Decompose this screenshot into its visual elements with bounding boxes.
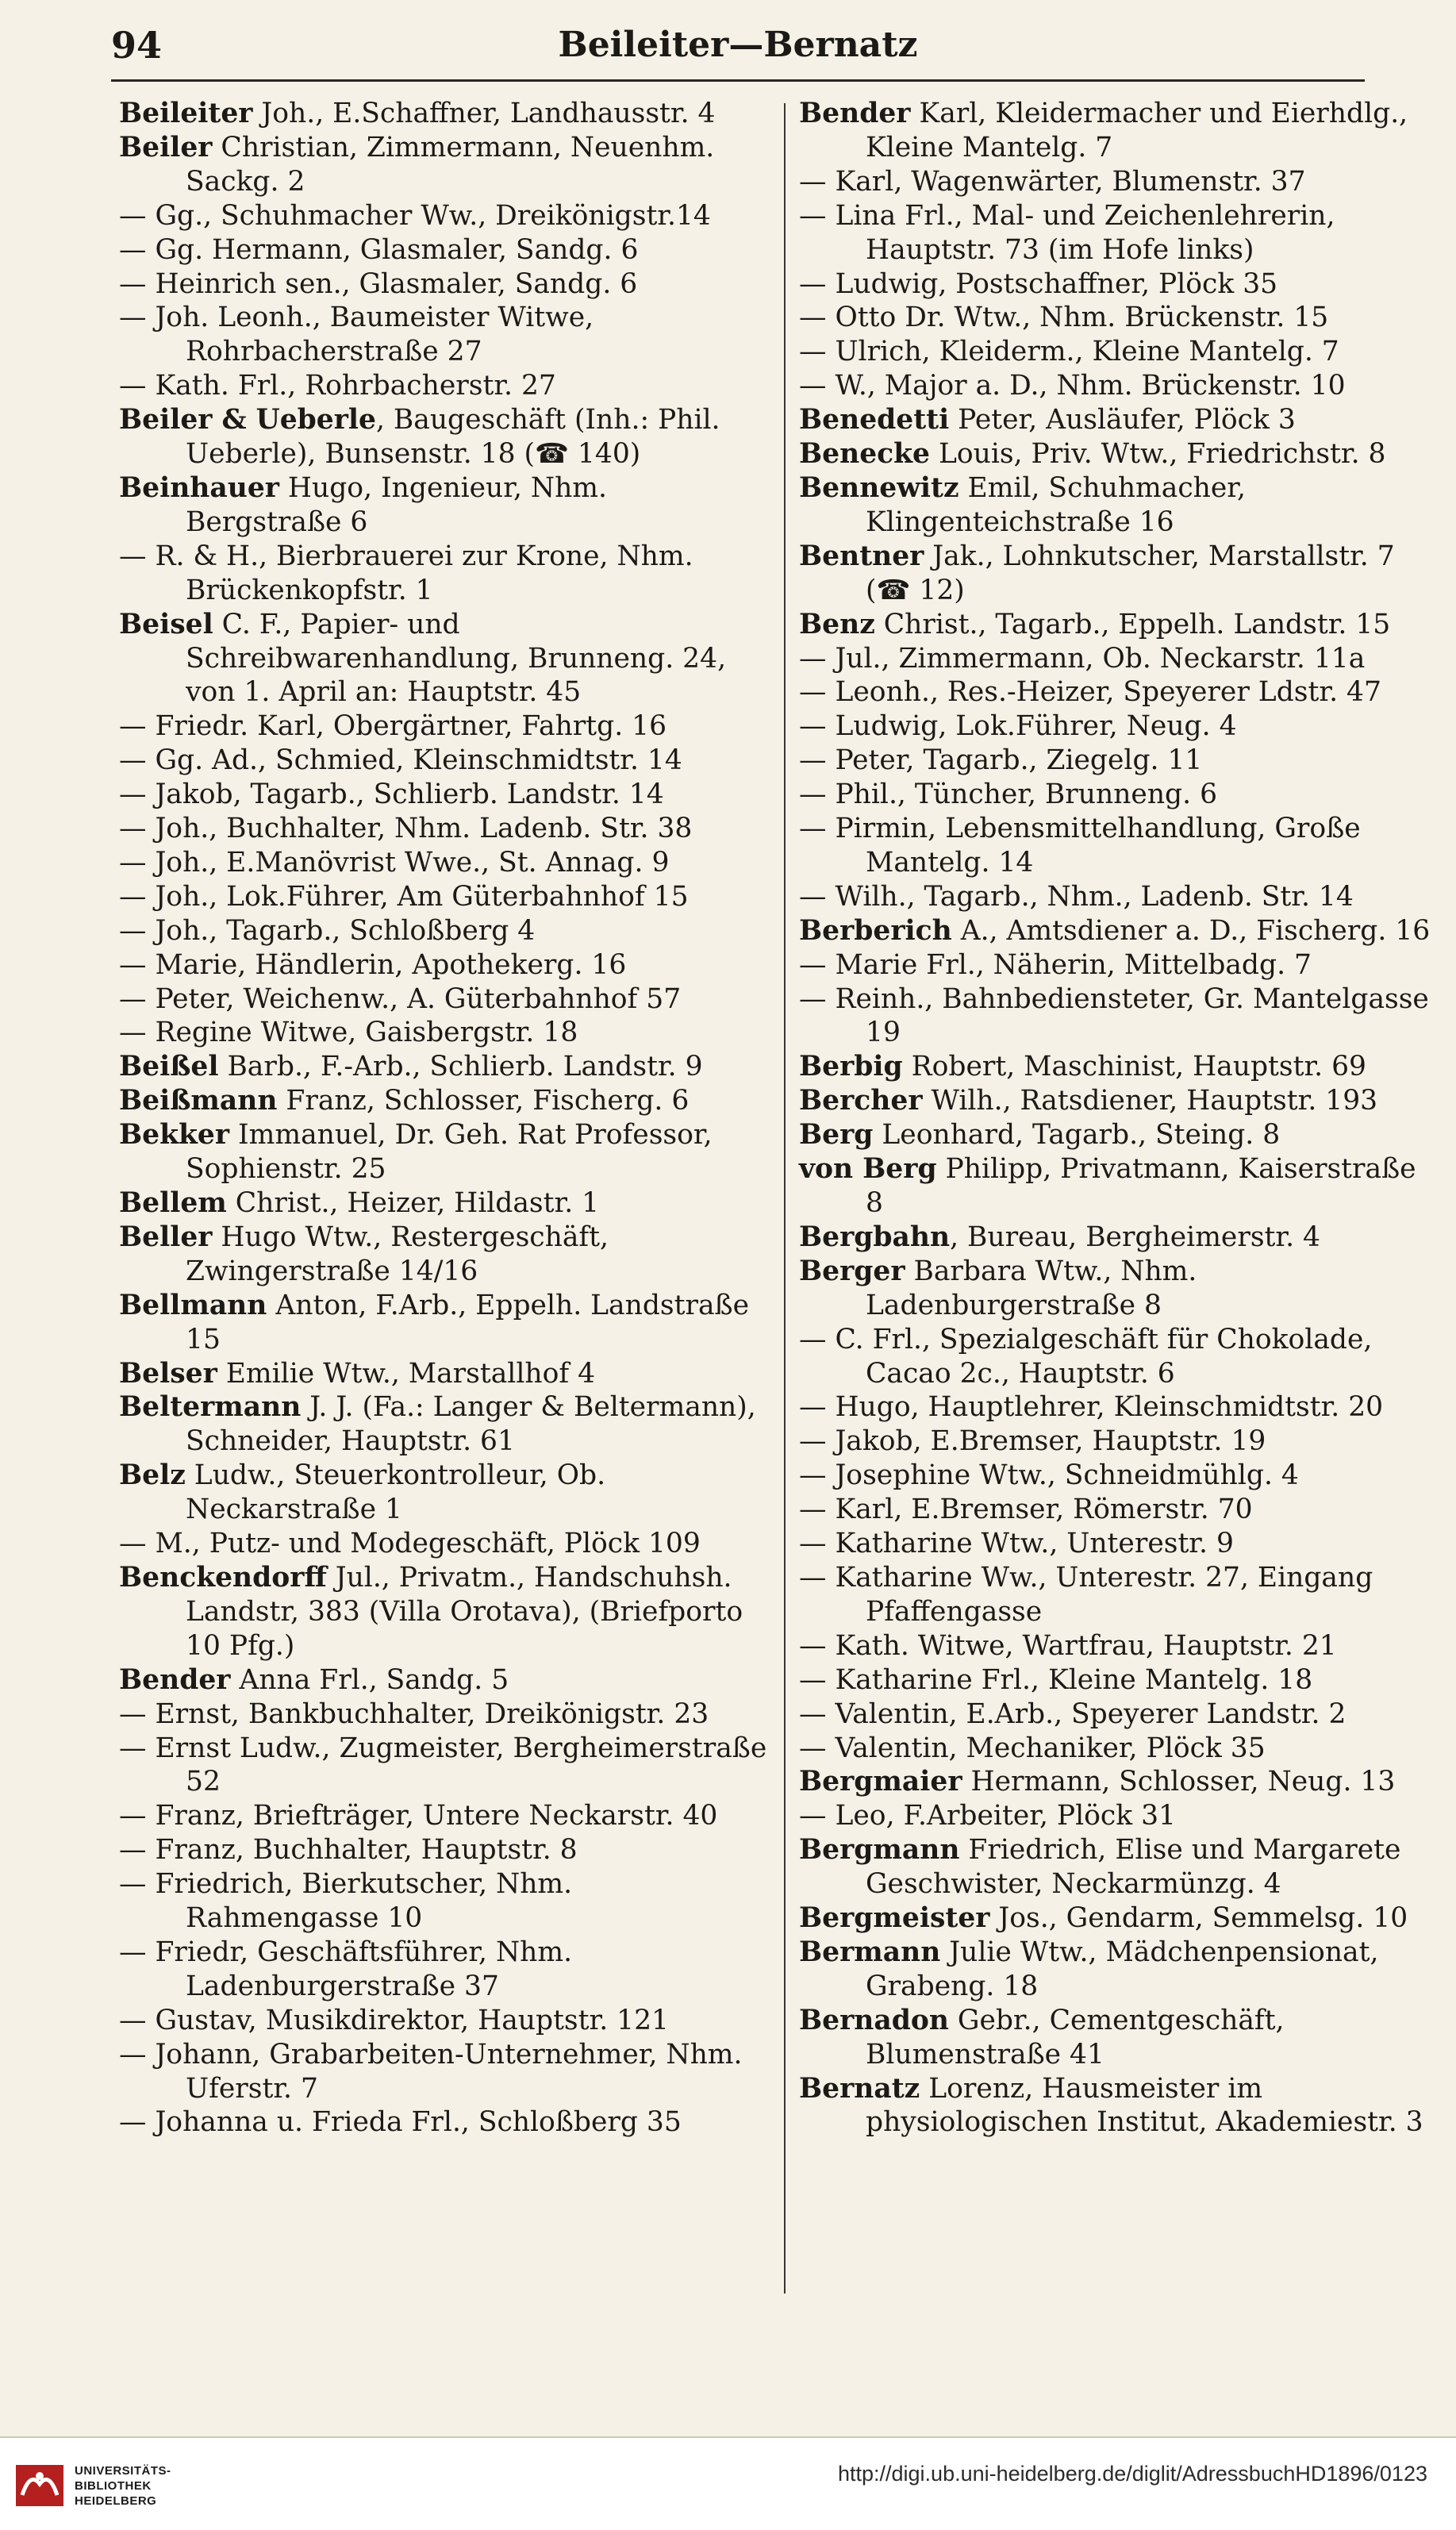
entry-surname: von Berg	[799, 1153, 937, 1186]
directory-entry	[799, 1527, 1442, 1561]
entry-details: — Karl, E.Bremser, Römerstr. 70	[799, 1494, 1253, 1526]
entry-details: , Bureau, Bergheimerstr. 4	[950, 1221, 1320, 1253]
directory-entry	[799, 471, 1442, 540]
entry-details: Immanuel, Dr. Geh. Rat Professor, Sophienstr. 25	[186, 1119, 713, 1186]
directory-entry	[119, 778, 770, 812]
directory-entry	[799, 1936, 1442, 2004]
entry-details: Peter, Ausläufer, Plöck 3	[949, 404, 1296, 436]
entry-surname: Belser	[119, 1357, 217, 1390]
entry-details: — Wilh., Tagarb., Nhm., Ladenb. Str. 14	[799, 880, 1354, 913]
entry-surname: Bennewitz	[799, 471, 959, 504]
entry-details: — Katharine Frl., Kleine Mantelg. 18	[799, 1663, 1313, 1696]
entry-details: Hugo Wtw., Restergeschäft, Zwingerstraße 14/16	[186, 1221, 609, 1287]
source-url-link[interactable]: http://digi.ub.uni-heidelberg.de/diglit/AdressbuchHD1896/0123	[837, 2462, 1427, 2486]
library-logo	[14, 2460, 189, 2516]
entry-details: — Joh., E.Manövrist Wwe., St. Annag. 9	[119, 846, 670, 879]
entry-surname: Beißel	[119, 1051, 219, 1083]
footer-bar	[0, 2438, 1456, 2530]
directory-entry	[119, 982, 770, 1017]
directory-entry	[119, 1459, 770, 1527]
directory-entry	[119, 1663, 770, 1698]
entry-details: — Karl, Wagenwärter, Blumenstr. 37	[799, 165, 1306, 198]
entry-details: — Ernst Ludw., Zugmeister, Bergheimerstraße 52	[119, 1732, 767, 1798]
entry-details: — Pirmin, Lebensmittelhandlung, Große Mantelg. 14	[799, 813, 1361, 879]
directory-entry	[799, 1255, 1442, 1323]
entry-details: Christ., Heizer, Hildastr. 1	[226, 1187, 600, 1219]
directory-entry	[799, 1663, 1442, 1698]
entry-surname: Beller	[119, 1221, 213, 1253]
right-column	[799, 97, 1442, 2140]
entry-details: — Gg. Ad., Schmied, Kleinschmidtstr. 14	[119, 744, 682, 777]
entry-surname: Bernatz	[799, 2072, 920, 2105]
directory-entry	[119, 97, 770, 131]
entry-details: Leonhard, Tagarb., Steing. 8	[873, 1119, 1281, 1152]
directory-entry	[799, 1799, 1442, 1833]
entry-details: — Reinh., Bahnbediensteter, Gr. Mantelgasse 19	[799, 982, 1429, 1049]
entry-details: Ludw., Steuerkontrolleur, Ob. Neckarstraße 1	[185, 1459, 606, 1526]
logo-line-1: UNIVERSITÄTS-	[75, 2464, 171, 2478]
directory-entry	[119, 880, 770, 914]
directory-entry	[119, 914, 770, 948]
entry-details: Lorenz, Hausmeister im physiologischen Institut, Akademiestr. 3	[866, 2072, 1423, 2139]
entry-surname: Beißmann	[119, 1085, 278, 1117]
entry-details: — C. Frl., Spezialgeschäft für Chokolade, Cacao 2c., Hauptstr. 6	[799, 1323, 1373, 1390]
entry-details: Emilie Wtw., Marstallhof 4	[217, 1357, 596, 1390]
entry-details: Hugo, Ingenieur, Nhm. Bergstraße 6	[186, 471, 607, 538]
directory-entry	[119, 1527, 770, 1561]
directory-entry	[799, 2004, 1442, 2072]
directory-entry	[799, 1152, 1442, 1221]
entry-details: — Jakob, E.Bremser, Hauptstr. 19	[799, 1425, 1266, 1458]
entry-surname: Bergmann	[799, 1834, 960, 1867]
entry-details: Emil, Schuhmacher, Klingenteichstraße 16	[866, 471, 1246, 538]
entry-details: — Phil., Tüncher, Brunneng. 6	[799, 779, 1218, 811]
directory-entry	[799, 982, 1442, 1051]
page-number: 94	[111, 24, 163, 67]
directory-entry	[799, 642, 1442, 676]
entry-details: — Marie, Händlerin, Apothekerg. 16	[119, 948, 627, 981]
entry-surname: Benecke	[799, 438, 931, 471]
entry-details: — M., Putz- und Modegeschäft, Plöck 109	[119, 1528, 701, 1560]
entry-details: — Jakob, Tagarb., Schlierb. Landstr. 14	[119, 779, 664, 811]
directory-entry	[799, 1084, 1442, 1118]
entry-details: C. F., Papier- und Schreibwarenhandlung, Brunneng. 24, von 1. April an: Hauptstr. 45	[186, 608, 727, 709]
left-column	[119, 97, 770, 2140]
directory-entry	[799, 880, 1442, 914]
entry-details: — Valentin, E.Arb., Speyerer Landstr. 2	[799, 1698, 1347, 1730]
entry-surname: Berberich	[799, 914, 952, 947]
directory-entry	[119, 1289, 770, 1357]
entry-details: — W., Major a. D., Nhm. Brückenstr. 10	[799, 370, 1346, 402]
directory-entry	[799, 914, 1442, 948]
directory-entry	[119, 812, 770, 846]
entry-details: — Valentin, Mechaniker, Plöck 35	[799, 1732, 1266, 1764]
directory-entry	[119, 1732, 770, 1800]
directory-entry	[799, 1323, 1442, 1391]
entry-details: Friedrich, Elise und Margarete Geschwister, Neckarmünzg. 4	[866, 1834, 1401, 1901]
entry-details: — Heinrich sen., Glasmaler, Sandg. 6	[119, 267, 638, 300]
directory-entry	[119, 540, 770, 608]
directory-entry	[799, 1901, 1442, 1936]
logo-line-3: HEIDELBERG	[75, 2494, 157, 2508]
directory-entry	[119, 1936, 770, 2004]
entry-details: — Ludwig, Postschaffner, Plöck 35	[799, 267, 1278, 300]
directory-entry	[119, 744, 770, 778]
directory-entry	[799, 1765, 1442, 1799]
directory-entry	[799, 778, 1442, 812]
running-title: Beileiter—Bernatz	[558, 25, 918, 65]
directory-entry	[799, 97, 1442, 165]
entry-details: — Lina Frl., Mal- und Zeichenlehrerin, Hauptstr. 73 (im Hofe links)	[799, 199, 1335, 266]
directory-entry	[119, 1357, 770, 1391]
column-divider	[784, 103, 786, 2294]
directory-entry	[119, 471, 770, 540]
entry-details: Barb., F.-Arb., Schlierb. Landstr. 9	[218, 1051, 703, 1083]
entry-surname: Beisel	[119, 608, 213, 640]
entry-surname: Bergbahn	[799, 1221, 951, 1253]
entry-details: — Leonh., Res.-Heizer, Speyerer Ldstr. 47	[799, 676, 1381, 709]
entry-surname: Bergmaier	[799, 1766, 962, 1798]
directory-entry	[799, 199, 1442, 267]
directory-entry	[799, 403, 1442, 437]
entry-details: A., Amtsdiener a. D., Fischerg. 16	[951, 914, 1431, 947]
directory-entry	[119, 403, 770, 471]
entry-details: — Otto Dr. Wtw., Nhm. Brückenstr. 15	[799, 302, 1329, 334]
entry-details: — Franz, Briefträger, Untere Neckarstr. 40	[119, 1800, 718, 1832]
directory-entry	[119, 948, 770, 982]
entry-details: — Josephine Wtw., Schneidmühlg. 4	[799, 1459, 1299, 1492]
entry-surname: Berg	[799, 1119, 874, 1152]
entry-details: — Jul., Zimmermann, Ob. Neckarstr. 11a	[799, 642, 1366, 675]
entry-surname: Beileiter	[119, 98, 253, 129]
entry-details: — Joh. Leonh., Baumeister Witwe, Rohrbacherstraße 27	[119, 302, 594, 368]
entry-surname: Benedetti	[799, 404, 950, 436]
entry-details: — Johanna u. Frieda Frl., Schloßberg 35	[119, 2106, 682, 2139]
entry-details: Anna Frl., Sandg. 5	[230, 1663, 509, 1696]
directory-entry	[119, 301, 770, 369]
directory-entry	[119, 1698, 770, 1732]
directory-entry	[119, 1084, 770, 1118]
directory-entry	[119, 369, 770, 403]
entry-details: Karl, Kleidermacher und Eierhdlg., Kleine Mantelg. 7	[866, 98, 1408, 163]
directory-entry	[119, 1833, 770, 1867]
entry-surname: Bekker	[119, 1119, 230, 1152]
directory-entry	[799, 948, 1442, 982]
entry-details: Barbara Wtw., Nhm. Ladenburgerstraße 8	[866, 1255, 1197, 1321]
directory-entry	[799, 744, 1442, 778]
entry-details: Hermann, Schlosser, Neug. 13	[962, 1766, 1396, 1798]
directory-entry	[119, 709, 770, 744]
directory-entry	[799, 812, 1442, 880]
entry-details: — Ulrich, Kleiderm., Kleine Mantelg. 7	[799, 336, 1339, 368]
directory-entry	[119, 1221, 770, 1289]
entry-surname: Belz	[119, 1459, 186, 1492]
directory-entry	[119, 1390, 770, 1459]
directory-entry	[799, 1493, 1442, 1527]
entry-details: Franz, Schlosser, Fischerg. 6	[277, 1085, 690, 1117]
entry-details: — Katharine Ww., Unterestr. 27, Eingang Pfaffengasse	[799, 1561, 1373, 1628]
directory-entry	[799, 1050, 1442, 1084]
entry-surname: Bender	[119, 1663, 231, 1696]
entry-surname: Bellem	[119, 1187, 227, 1219]
directory-entry	[119, 2004, 770, 2038]
entry-surname: Bercher	[799, 1085, 923, 1117]
entry-details: — Ernst, Bankbuchhalter, Dreikönigstr. 23	[119, 1698, 709, 1730]
entry-details: Wilh., Ratsdiener, Hauptstr. 193	[922, 1085, 1378, 1117]
entry-details: Christ., Tagarb., Eppelh. Landstr. 15	[874, 608, 1391, 640]
entry-details: Robert, Maschinist, Hauptstr. 69	[902, 1051, 1367, 1083]
entry-details: — Franz, Buchhalter, Hauptstr. 8	[119, 1834, 578, 1867]
directory-entry	[799, 2072, 1442, 2140]
directory-entry	[799, 267, 1442, 302]
entry-surname: Bentner	[799, 540, 924, 572]
entry-details: Julie Wtw., Mädchenpensionat, Grabeng. 18	[866, 1936, 1379, 2002]
library-seal-icon	[14, 2460, 65, 2511]
directory-entry	[119, 846, 770, 880]
directory-entry	[119, 2038, 770, 2106]
entry-details: — Joh., Lok.Führer, Am Güterbahnhof 15	[119, 880, 689, 913]
entry-details: — Leo, F.Arbeiter, Plöck 31	[799, 1800, 1176, 1832]
entry-details: — Joh., Tagarb., Schloßberg 4	[119, 914, 536, 947]
entry-details: — Kath. Frl., Rohrbacherstr. 27	[119, 370, 556, 402]
directory-entry	[799, 1629, 1442, 1663]
directory-entry	[119, 1118, 770, 1186]
entry-details: — Friedr, Geschäftsführer, Nhm. Ladenburgerstraße 37	[119, 1936, 573, 2002]
entry-surname: Bernadon	[799, 2004, 949, 2036]
entry-details: Christian, Zimmermann, Neuenhm. Sackg. 2	[186, 131, 715, 198]
entry-details: Anton, F.Arb., Eppelh. Landstraße 15	[186, 1289, 750, 1355]
entry-details: Joh., E.Schaffner, Landhausstr. 4	[252, 98, 716, 129]
directory-entry	[799, 1425, 1442, 1459]
entry-surname: Beinhauer	[119, 471, 279, 504]
directory-entry	[799, 1390, 1442, 1425]
directory-entry	[799, 540, 1442, 608]
directory-entry	[799, 301, 1442, 335]
directory-entry	[799, 165, 1442, 199]
entry-surname: Beltermann	[119, 1391, 302, 1424]
entry-details: — Peter, Tagarb., Ziegelg. 11	[799, 744, 1203, 777]
entry-details: — Gg., Schuhmacher Ww., Dreikönigstr.14	[119, 199, 711, 232]
directory-entry	[119, 608, 770, 710]
directory-entry	[119, 1799, 770, 1833]
directory-entry	[119, 199, 770, 233]
entry-surname: Berger	[799, 1255, 905, 1287]
entry-surname: Beiler	[119, 131, 213, 163]
directory-entry	[119, 1561, 770, 1663]
directory-entry	[799, 369, 1442, 403]
entry-details: — Gustav, Musikdirektor, Hauptstr. 121	[119, 2004, 669, 2036]
entry-surname: Berbig	[799, 1051, 903, 1083]
entry-surname: Beiler & Ueberle	[119, 404, 376, 436]
entry-details: — Friedr. Karl, Obergärtner, Fahrtg. 16	[119, 710, 667, 743]
entry-details: — Joh., Buchhalter, Nhm. Ladenb. Str. 38	[119, 813, 693, 845]
directory-entry	[119, 233, 770, 267]
directory-entry	[799, 1221, 1442, 1255]
entry-details: Gebr., Cementgeschäft, Blumenstraße 41	[866, 2004, 1285, 2071]
directory-entry	[799, 1698, 1442, 1732]
entry-details: — Marie Frl., Näherin, Mittelbadg. 7	[799, 948, 1312, 981]
header-rule	[111, 79, 1365, 82]
entry-details: — Katharine Wtw., Unterestr. 9	[799, 1528, 1234, 1560]
entry-details: Louis, Priv. Wtw., Friedrichstr. 8	[930, 438, 1386, 471]
directory-entry	[799, 1732, 1442, 1766]
directory-entry	[119, 1186, 770, 1221]
entry-details: Jak., Lohnkutscher, Marstallstr. 7 (☎ 12)	[866, 540, 1395, 606]
directory-entry	[799, 608, 1442, 642]
entry-details: — Kath. Witwe, Wartfrau, Hauptstr. 21	[799, 1629, 1337, 1662]
entry-details: — Gg. Hermann, Glasmaler, Sandg. 6	[119, 233, 639, 266]
entry-details: — Ludwig, Lok.Führer, Neug. 4	[799, 710, 1237, 743]
entry-details: Philipp, Privatmann, Kaiserstraße 8	[866, 1153, 1416, 1219]
directory-entry	[799, 709, 1442, 744]
entry-surname: Benz	[799, 608, 875, 640]
directory-entry	[799, 335, 1442, 369]
entry-details: — Friedrich, Bierkutscher, Nhm. Rahmengasse 10	[119, 1868, 573, 1935]
directory-entry	[119, 2105, 770, 2140]
entry-details: Jul., Privatm., Handschuhsh. Landstr, 383 (Villa Orotava), (Briefporto 10 Pfg.)	[186, 1561, 743, 1662]
entry-details: — Regine Witwe, Gaisbergstr. 18	[119, 1017, 578, 1049]
page-header	[111, 17, 1365, 73]
directory-entry	[799, 437, 1442, 471]
logo-text	[75, 2463, 171, 2509]
entry-surname: Bermann	[799, 1936, 941, 1968]
entry-details: J. J. (Fa.: Langer & Beltermann), Schneider, Hauptstr. 61	[186, 1391, 756, 1458]
logo-line-2: BIBLIOTHEK	[75, 2479, 152, 2493]
directory-entry	[119, 1867, 770, 1936]
directory-entry	[799, 1561, 1442, 1629]
directory-entry	[119, 1050, 770, 1084]
directory-entry	[799, 1118, 1442, 1152]
directory-entry	[799, 1833, 1442, 1901]
directory-entry	[799, 1459, 1442, 1493]
entry-details: — Hugo, Hauptlehrer, Kleinschmidtstr. 20	[799, 1391, 1384, 1424]
directory-entry	[799, 675, 1442, 709]
directory-entry	[119, 267, 770, 302]
entry-surname: Benckendorff	[119, 1561, 327, 1594]
entry-surname: Bellmann	[119, 1289, 267, 1321]
directory-entry	[119, 131, 770, 199]
entry-details: Jos., Gendarm, Semmelsg. 10	[989, 1902, 1408, 1935]
entry-details: — R. & H., Bierbrauerei zur Krone, Nhm. Brückenkopfstr. 1	[119, 540, 693, 606]
entry-surname: Bender	[799, 98, 911, 129]
entry-details: , Baugeschäft (Inh.: Phil. Ueberle), Bunsenstr. 18 (☎ 140)	[186, 404, 720, 471]
entry-surname: Bergmeister	[799, 1902, 990, 1935]
entry-details: — Johann, Grabarbeiten-Unternehmer, Nhm. Uferstr. 7	[119, 2038, 743, 2105]
entry-details: — Peter, Weichenw., A. Güterbahnhof 57	[119, 982, 682, 1015]
directory-entry	[119, 1016, 770, 1050]
